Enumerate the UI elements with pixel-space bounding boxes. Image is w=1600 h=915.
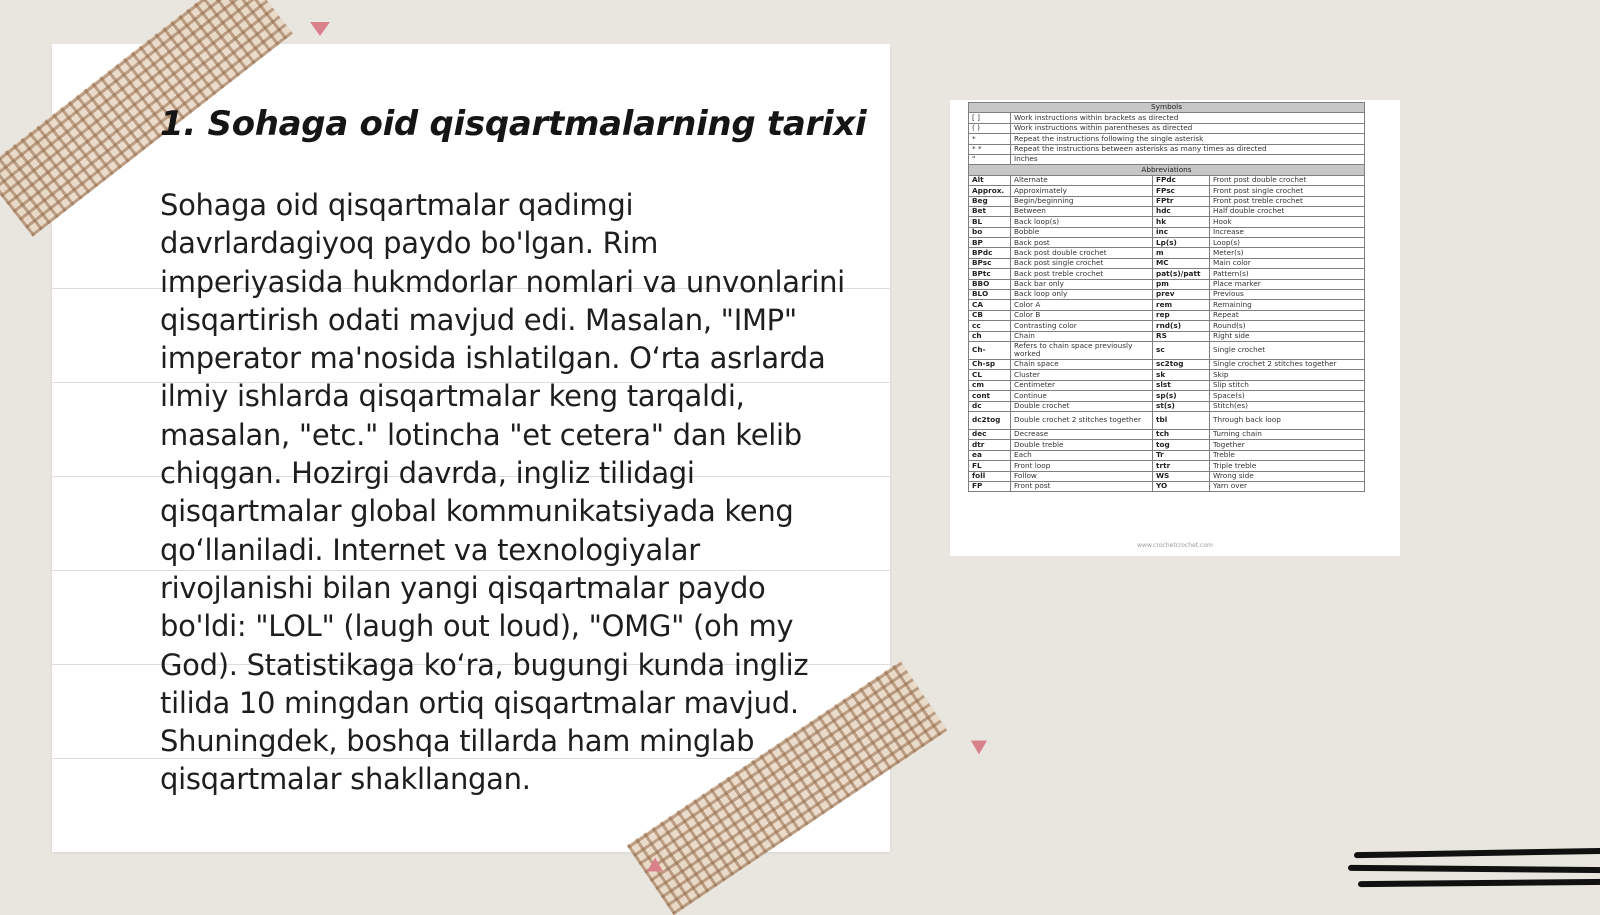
tape-corner-top-left	[310, 22, 330, 36]
meaning-cell: Increase	[1210, 227, 1365, 237]
meaning-cell: Alternate	[1011, 175, 1153, 185]
abbreviation-cell: BPsc	[969, 258, 1011, 268]
meaning-cell: Back post single crochet	[1011, 258, 1153, 268]
abbreviation-row	[969, 310, 1365, 320]
abbreviation-cell: BL	[969, 217, 1011, 227]
meaning-cell: Wrong side	[1210, 471, 1365, 481]
meaning-cell: Repeat	[1210, 310, 1365, 320]
brush-stroke	[1358, 879, 1600, 887]
meaning-cell: Through back loop	[1210, 411, 1365, 429]
abbreviation-cell: Alt	[969, 175, 1011, 185]
abbreviation-cell: rnd(s)	[1153, 321, 1210, 331]
abbreviation-row	[969, 206, 1365, 216]
abbreviation-cell: RS	[1153, 331, 1210, 341]
abbreviation-row	[969, 391, 1365, 401]
abbreviation-row	[969, 401, 1365, 411]
abbreviation-cell: BLO	[969, 290, 1011, 300]
abbreviation-cell: dc2tog	[969, 411, 1011, 429]
abbreviation-cell: rem	[1153, 300, 1210, 310]
meaning-cell: Previous	[1210, 290, 1365, 300]
meaning-cell: Loop(s)	[1210, 238, 1365, 248]
abbreviation-cell: FPtr	[1153, 196, 1210, 206]
abbreviation-cell: MC	[1153, 258, 1210, 268]
meaning-cell: Single crochet	[1210, 341, 1365, 359]
symbol-cell: * *	[969, 144, 1011, 154]
meaning-cell: Slip stitch	[1210, 380, 1365, 390]
symbol-row	[969, 134, 1365, 144]
meaning-cell: Pattern(s)	[1210, 269, 1365, 279]
meaning-cell: Back post	[1011, 238, 1153, 248]
meaning-cell: Place marker	[1210, 279, 1365, 289]
abbreviation-cell: sp(s)	[1153, 391, 1210, 401]
meaning-cell: Double treble	[1011, 440, 1153, 450]
abbreviation-row	[969, 248, 1365, 258]
meaning-cell: Cluster	[1011, 370, 1153, 380]
abbreviation-row	[969, 238, 1365, 248]
abbreviation-row	[969, 290, 1365, 300]
abbreviation-cell: hdc	[1153, 206, 1210, 216]
abbreviation-cell: cont	[969, 391, 1011, 401]
abbreviation-cell: slst	[1153, 380, 1210, 390]
meaning-cell: Remaining	[1210, 300, 1365, 310]
abbreviation-row	[969, 258, 1365, 268]
meaning-cell: Turning chain	[1210, 429, 1365, 439]
abbreviation-cell: ch	[969, 331, 1011, 341]
abbreviation-row	[969, 196, 1365, 206]
abbreviation-cell: FPsc	[1153, 186, 1210, 196]
abbreviation-row	[969, 217, 1365, 227]
abbreviation-cell: BPtc	[969, 269, 1011, 279]
abbreviation-row	[969, 300, 1365, 310]
meaning-cell: Front loop	[1011, 461, 1153, 471]
abbreviation-cell: Approx.	[969, 186, 1011, 196]
abbreviation-row	[969, 331, 1365, 341]
abbreviation-cell: rep	[1153, 310, 1210, 320]
meaning-cell: Hook	[1210, 217, 1365, 227]
abbreviation-row	[969, 359, 1365, 369]
abbreviation-cell: dec	[969, 429, 1011, 439]
abbreviation-row	[969, 175, 1365, 185]
abbreviation-cell: ea	[969, 450, 1011, 460]
abbreviation-row	[969, 450, 1365, 460]
meaning-cell: Front post single crochet	[1210, 186, 1365, 196]
meaning-cell: Between	[1011, 206, 1153, 216]
symbol-meaning-cell: Work instructions within parentheses as directed	[1011, 123, 1365, 133]
meaning-cell: Refers to chain space previously worked	[1011, 341, 1153, 359]
meaning-cell: Front post	[1011, 481, 1153, 491]
symbols-header-label: Symbols	[969, 103, 1365, 113]
meaning-cell: Triple treble	[1210, 461, 1365, 471]
abbreviation-cell: st(s)	[1153, 401, 1210, 411]
meaning-cell: Begin/beginning	[1011, 196, 1153, 206]
symbols-header	[969, 103, 1365, 113]
meaning-cell: Double crochet	[1011, 401, 1153, 411]
abbreviation-cell: tog	[1153, 440, 1210, 450]
abbreviation-cell: FL	[969, 461, 1011, 471]
slide-paragraph: Sohaga oid qisqartmalar qadimgi davrlardagiyoq paydo bo'lgan. Rim imperiyasida hukmdorlar nomlari va unvonlarini qisqartirish odati mavjud edi. Masalan, "IMP" imperator ma'nosida ishlatilgan. O‘rta asrlarda ilmiy ishlarda qisqartmalar keng tarqaldi, masalan, "etc." lotincha "et cetera" dan kelib chiqgan. Hozirgi davrda, ingliz tilidagi qisqartmalar global kommunikatsiyada keng qo‘llaniladi. Internet va texnologiyalar rivojlanishi bilan yangi qisqartmalar paydo bo'ldi: "LOL" (laugh out loud), "OMG" (oh my God). Statistikaga ko‘ra, bugungi kunda ingliz tilida 10 mingdan ortiq qisqartmalar mavjud. Shuningdek, boshqa tillarda ham minglab qisqartmalar shakllangan.	[160, 188, 845, 797]
meaning-cell: Right side	[1210, 331, 1365, 341]
abbreviation-row	[969, 279, 1365, 289]
meaning-cell: Meter(s)	[1210, 248, 1365, 258]
meaning-cell: Continue	[1011, 391, 1153, 401]
meaning-cell: Skip	[1210, 370, 1365, 380]
abbreviation-cell: BP	[969, 238, 1011, 248]
abbreviation-cell: BBO	[969, 279, 1011, 289]
abbreviation-cell: prev	[1153, 290, 1210, 300]
meaning-cell: Each	[1011, 450, 1153, 460]
meaning-cell: Chain	[1011, 331, 1153, 341]
abbreviation-row	[969, 269, 1365, 279]
meaning-cell: Half double crochet	[1210, 206, 1365, 216]
abbreviation-cell: CL	[969, 370, 1011, 380]
abbreviation-row	[969, 411, 1365, 429]
abbreviation-cell: sc2tog	[1153, 359, 1210, 369]
symbol-cell: ( )	[969, 123, 1011, 133]
symbol-cell: "	[969, 154, 1011, 164]
abbreviation-cell: Bet	[969, 206, 1011, 216]
meaning-cell: Main color	[1210, 258, 1365, 268]
symbol-row	[969, 154, 1365, 164]
abbreviation-cell: dc	[969, 401, 1011, 411]
meaning-cell: Back loop(s)	[1011, 217, 1153, 227]
meaning-cell: Single crochet 2 stitches together	[1210, 359, 1365, 369]
abbreviation-cell: pat(s)/patt	[1153, 269, 1210, 279]
abbreviation-row	[969, 481, 1365, 491]
meaning-cell: Back loop only	[1011, 290, 1153, 300]
abbreviation-cell: tch	[1153, 429, 1210, 439]
meaning-cell: Space(s)	[1210, 391, 1365, 401]
abbreviation-cell: Beg	[969, 196, 1011, 206]
abbreviation-cell: cc	[969, 321, 1011, 331]
abbreviation-row	[969, 440, 1365, 450]
meaning-cell: Color A	[1011, 300, 1153, 310]
symbol-meaning-cell: Inches	[1011, 154, 1365, 164]
meaning-cell: Follow	[1011, 471, 1153, 481]
abbreviation-row	[969, 370, 1365, 380]
abbreviation-cell: sc	[1153, 341, 1210, 359]
abbreviation-cell: Ch-sp	[969, 359, 1011, 369]
abbreviation-row	[969, 461, 1365, 471]
symbol-row	[969, 144, 1365, 154]
abbreviation-cell: inc	[1153, 227, 1210, 237]
abbreviations-header	[969, 165, 1365, 175]
abbreviation-cell: m	[1153, 248, 1210, 258]
symbol-meaning-cell: Work instructions within brackets as directed	[1011, 113, 1365, 123]
reference-footer-url: www.crochetcrochet.com	[1137, 542, 1213, 549]
abbreviation-cell: tbl	[1153, 411, 1210, 429]
abbreviation-cell: WS	[1153, 471, 1210, 481]
abbreviations-table	[968, 102, 1365, 492]
abbreviation-cell: pm	[1153, 279, 1210, 289]
meaning-cell: Approximately	[1011, 186, 1153, 196]
brush-stroke	[1348, 865, 1600, 873]
abbreviation-cell: bo	[969, 227, 1011, 237]
abbreviation-row	[969, 341, 1365, 359]
brush-stroke	[1354, 848, 1600, 858]
meaning-cell: Back post treble crochet	[1011, 269, 1153, 279]
abbreviation-cell: cm	[969, 380, 1011, 390]
symbol-row	[969, 113, 1365, 123]
symbol-cell: [ ]	[969, 113, 1011, 123]
abbreviation-cell: foll	[969, 471, 1011, 481]
meaning-cell: Stitch(es)	[1210, 401, 1365, 411]
abbreviation-cell: FP	[969, 481, 1011, 491]
slide-title: 1. Sohaga oid qisqartmalarning tarixi	[160, 104, 867, 144]
meaning-cell: Centimeter	[1011, 380, 1153, 390]
abbreviation-cell: Tr	[1153, 450, 1210, 460]
abbreviation-row	[969, 380, 1365, 390]
meaning-cell: Contrasting color	[1011, 321, 1153, 331]
meaning-cell: Back post double crochet	[1011, 248, 1153, 258]
meaning-cell: Round(s)	[1210, 321, 1365, 331]
meaning-cell: Front post double crochet	[1210, 175, 1365, 185]
symbol-cell: *	[969, 134, 1011, 144]
abbreviation-row	[969, 471, 1365, 481]
abbreviation-row	[969, 321, 1365, 331]
meaning-cell: Double crochet 2 stitches together	[1011, 411, 1153, 429]
meaning-cell: Color B	[1011, 310, 1153, 320]
abbreviation-row	[969, 429, 1365, 439]
abbreviation-cell: YO	[1153, 481, 1210, 491]
symbol-meaning-cell: Repeat the instructions following the single asterisk	[1011, 134, 1365, 144]
meaning-cell: Treble	[1210, 450, 1365, 460]
abbreviation-row	[969, 186, 1365, 196]
abbreviations-reference-image	[950, 100, 1400, 556]
abbreviation-row	[969, 227, 1365, 237]
abbreviation-cell: CB	[969, 310, 1011, 320]
symbol-row	[969, 123, 1365, 133]
meaning-cell: Together	[1210, 440, 1365, 450]
meaning-cell: Back bar only	[1011, 279, 1153, 289]
abbreviation-cell: Ch-	[969, 341, 1011, 359]
meaning-cell: Chain space	[1011, 359, 1153, 369]
abbreviation-cell: hk	[1153, 217, 1210, 227]
abbreviation-cell: dtr	[969, 440, 1011, 450]
tape-corner-right	[971, 734, 991, 755]
symbol-meaning-cell: Repeat the instructions between asterisks as many times as directed	[1011, 144, 1365, 154]
abbreviation-cell: CA	[969, 300, 1011, 310]
meaning-cell: Yarn over	[1210, 481, 1365, 491]
abbreviations-header-label: Abbreviations	[969, 165, 1365, 175]
meaning-cell: Front post treble crochet	[1210, 196, 1365, 206]
abbreviation-cell: FPdc	[1153, 175, 1210, 185]
meaning-cell: Bobble	[1011, 227, 1153, 237]
meaning-cell: Decrease	[1011, 429, 1153, 439]
abbreviation-cell: sk	[1153, 370, 1210, 380]
abbreviation-cell: trtr	[1153, 461, 1210, 471]
abbreviation-cell: Lp(s)	[1153, 238, 1210, 248]
abbreviation-cell: BPdc	[969, 248, 1011, 258]
